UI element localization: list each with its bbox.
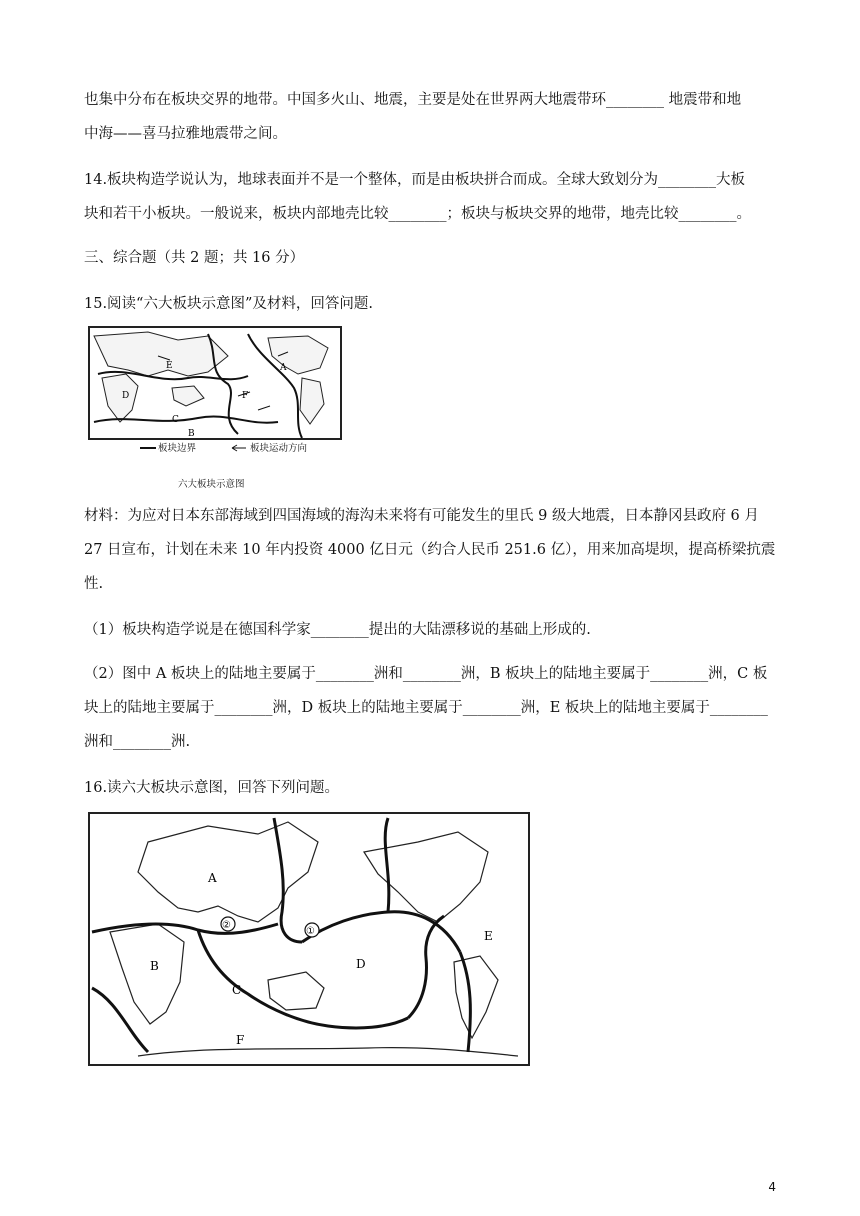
line-continued: 也集中分布在板块交界的地带。中国多火山、地震，主要是处在世界两大地震带环________ 地震带和地 (84, 92, 742, 108)
fig2-marker-2: ② (222, 920, 231, 931)
page-number: 4 (768, 1180, 776, 1194)
question-14-line-1: 14.板块构造学说认为，地球表面并不是一个整体，而是由板块拼合而成。全球大致划分为________大板 (84, 172, 746, 188)
fig2-marker-1: ① (306, 926, 315, 937)
fig2-label-a: A (208, 871, 217, 885)
figure-six-plates-large-map (88, 812, 530, 1066)
question-15-part-2-line-2: 块上的陆地主要属于________洲，D 板块上的陆地主要属于________洲，E 板块上的陆地主要属于________ (84, 700, 768, 716)
fig2-label-c: C (232, 983, 242, 997)
fig1-label-a: A (280, 363, 287, 373)
question-15-part-2-line-1: （2）图中 A 板块上的陆地主要属于________洲和________洲，B 板块上的陆地主要属于________洲，C 板 (84, 666, 768, 682)
question-15-part-2-line-3: 洲和________洲. (84, 734, 191, 750)
legend-direction-label: 板块运动方向 (250, 443, 308, 454)
material-line-1: 材料：为应对日本东部海域到四国海域的海沟未来将有可能发生的里氏 9 级大地震，日本静冈县政府 6 月 (84, 508, 759, 524)
fig2-label-e: E (484, 929, 493, 943)
fig1-label-c: C (172, 415, 179, 425)
material-line-2: 27 日宣布，计划在未来 10 年内投资 4000 亿日元（约合人民币 251.6 亿），用来加高堤坝，提高桥梁抗震 (84, 542, 776, 558)
fig1-label-f: F (242, 391, 249, 401)
question-15-heading: 15.阅读“六大板块示意图”及材料，回答问题. (84, 296, 373, 312)
fig2-label-d: D (356, 957, 366, 971)
question-15-part-1: （1）板块构造学说是在德国科学家________提出的大陆漂移说的基础上形成的. (84, 622, 591, 638)
fig2-label-b: B (150, 959, 159, 973)
question-14-line-2: 块和若干小板块。一般说来，板块内部地壳比较________；板块与板块交界的地带，地壳比较________。 (84, 206, 751, 222)
figure-caption: 六大板块示意图 (178, 479, 245, 490)
question-16-heading: 16.读六大板块示意图，回答下列问题。 (84, 780, 340, 796)
fig1-label-d: D (122, 391, 130, 401)
fig1-label-b: B (188, 429, 195, 439)
figure-six-plates-large (88, 812, 530, 1066)
section-3-heading: 三、综合题（共 2 题；共 16 分） (84, 250, 305, 266)
figure-six-plates-small (88, 326, 342, 462)
fig1-label-e: E (166, 361, 173, 371)
legend-boundary-label: 板块边界 (158, 443, 197, 454)
material-line-3: 性. (84, 576, 104, 592)
line-continued-2: 中海——喜马拉雅地震带之间。 (84, 126, 287, 142)
fig2-label-f: F (236, 1033, 245, 1047)
